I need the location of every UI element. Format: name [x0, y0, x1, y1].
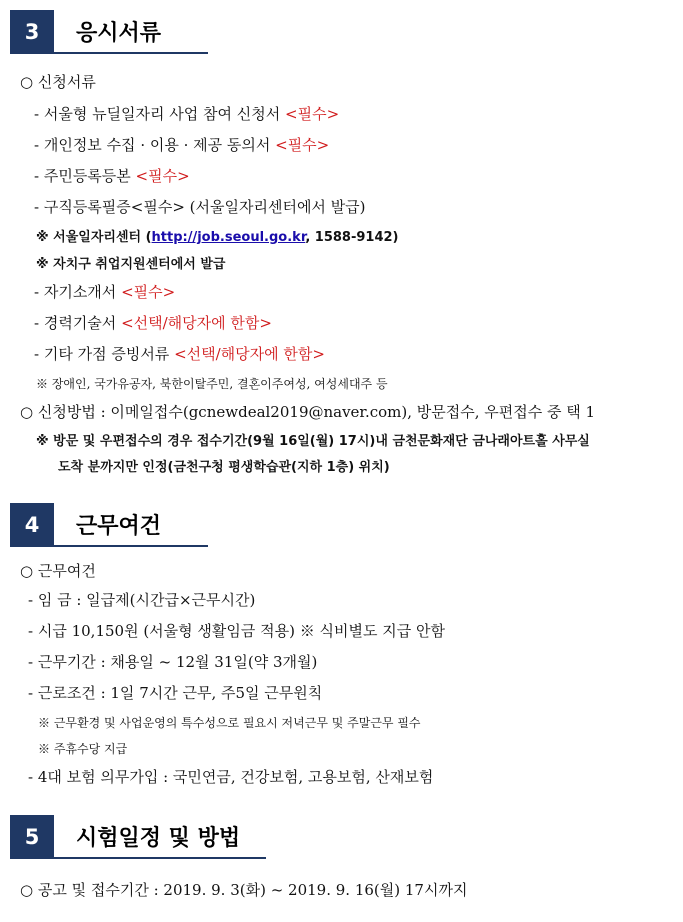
section-4-header	[10, 503, 210, 547]
work-item: - 임 금 : 일급제(시간급×근무시간)	[28, 591, 256, 609]
work-item: - 근로조건 : 1일 7시간 근무, 주5일 근무원칙	[28, 684, 323, 702]
section-underline	[54, 545, 208, 547]
note-visit-mail: ※ 방문 및 우편접수의 경우 접수기간(9월 16일(월) 17시)내 금천문화재단 금나래아트홀 사무실	[36, 434, 590, 449]
section-underline	[54, 857, 266, 859]
seoul-job-link[interactable]: http://job.seoul.go.kr	[151, 230, 306, 245]
note-evening-weekend: ※ 근무환경 및 사업운영의 특수성으로 필요시 저녁근무 및 주말근무 필수	[38, 716, 421, 730]
doc-item	[34, 166, 190, 186]
required-tag: <필수>	[275, 136, 330, 154]
note-text: ※ 서울일자리센터 (	[36, 230, 152, 245]
section-3-header	[10, 10, 210, 54]
doc-item	[34, 135, 329, 155]
doc-item	[34, 282, 175, 302]
optional-tag: <선택/해당자에 한함>	[174, 345, 325, 363]
work-conditions-heading: ○ 근무여건	[20, 562, 96, 580]
section-number: 5	[10, 815, 54, 859]
apply-docs-heading: ○ 신청서류	[20, 73, 96, 91]
section-number: 4	[10, 503, 54, 547]
doc-label: - 기타 가점 증빙서류	[34, 345, 175, 363]
note-seoul-job-center	[36, 228, 399, 248]
doc-item	[34, 313, 272, 333]
doc-label: - 경력기술서	[34, 314, 122, 332]
section-title: 근무여건	[76, 514, 162, 539]
doc-label: - 개인정보 수집 · 이용 · 제공 동의서	[34, 136, 276, 154]
note-text: , 1588-9142)	[305, 230, 399, 245]
optional-tag: <선택/해당자에 한함>	[121, 314, 272, 332]
section-5-header	[10, 815, 241, 859]
work-item: - 시급 10,150원 (서울형 생활임금 적용) ※ 식비별도 지급 안함	[28, 622, 445, 640]
note-weekly-allowance: ※ 주휴수당 지급	[38, 742, 128, 756]
apply-method: ○ 신청방법 : 이메일접수(gcnewdeal2019@naver.com), 방문접수, 우편접수 중 택 1	[20, 403, 596, 421]
note-district-center: ※ 자치구 취업지원센터에서 발급	[36, 257, 226, 272]
note-preference-groups: ※ 장애인, 국가유공자, 북한이탈주민, 결혼이주여성, 여성세대주 등	[36, 377, 388, 391]
section-title: 응시서류	[76, 21, 162, 46]
exam-schedule-period: ○ 공고 및 접수기간 : 2019. 9. 3(화) ~ 2019. 9. 16(월) 17시까지	[20, 881, 468, 899]
required-tag: <필수>	[135, 167, 190, 185]
work-item: - 근무기간 : 채용일 ~ 12월 31일(약 3개월)	[28, 653, 318, 671]
doc-label: - 서울형 뉴딜일자리 사업 참여 신청서	[34, 105, 286, 123]
doc-label: - 자기소개서	[34, 283, 122, 301]
section-underline	[54, 52, 208, 54]
doc-item	[34, 344, 325, 364]
section-title: 시험일정 및 방법	[76, 826, 241, 851]
required-tag: <필수>	[285, 105, 340, 123]
note-visit-mail-cont: 도착 분까지만 인정(금천구청 평생학습관(지하 1층) 위치)	[58, 460, 390, 475]
doc-label: - 주민등록등본	[34, 167, 136, 185]
doc-item: - 구직등록필증<필수> (서울일자리센터에서 발급)	[34, 198, 366, 216]
doc-item	[34, 104, 339, 124]
section-number: 3	[10, 10, 54, 54]
work-item: - 4대 보험 의무가입 : 국민연금, 건강보험, 고용보험, 산재보험	[28, 768, 434, 786]
required-tag: <필수>	[121, 283, 176, 301]
